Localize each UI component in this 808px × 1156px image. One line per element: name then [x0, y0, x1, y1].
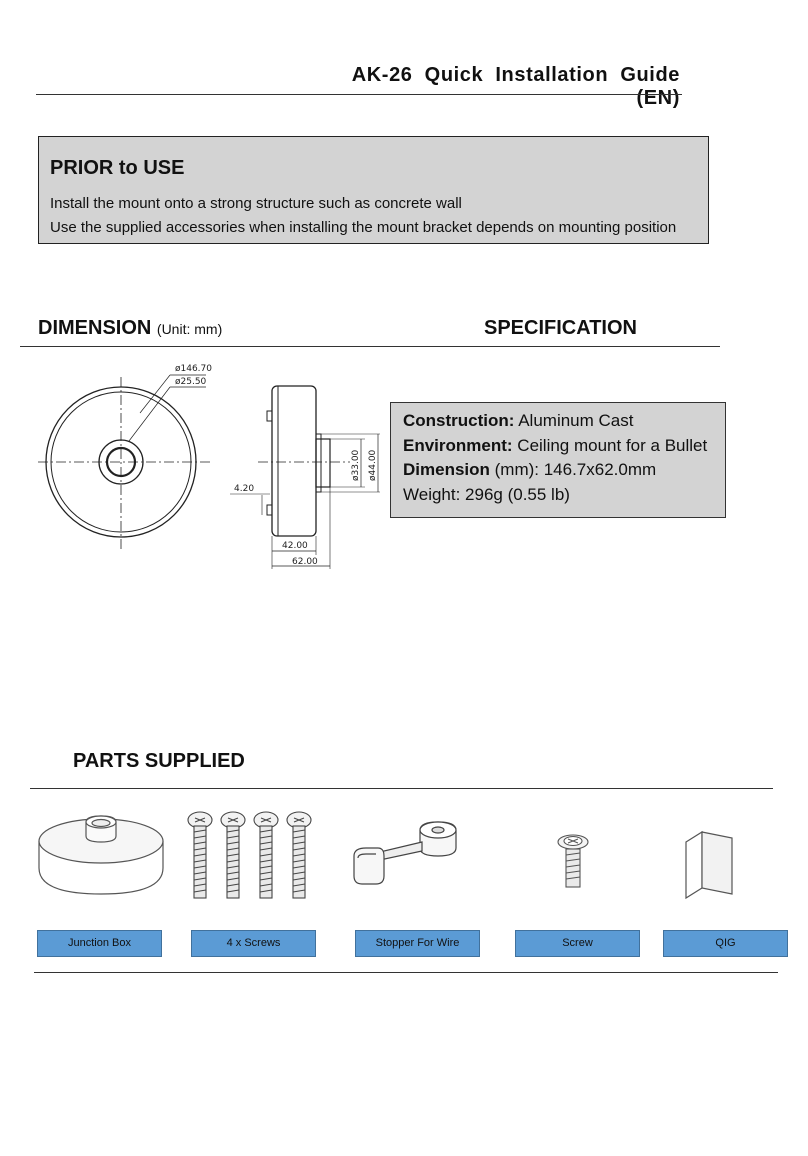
- prior-line-1: Install the mount onto a strong structure such as concrete wall: [50, 195, 462, 212]
- spec-value: Weight: 296g (0.55 lb): [403, 484, 570, 504]
- label-d33: ø33.00: [351, 449, 361, 481]
- prior-line-2: Use the supplied accessories when installing the mount bracket depends on mounting position: [50, 219, 677, 236]
- label-d44: ø44.00: [368, 449, 378, 481]
- dimension-heading-text: DIMENSION: [38, 317, 152, 339]
- document-title: AK-26 Quick Installation Guide (EN): [351, 64, 680, 109]
- spec-key: Construction:: [403, 411, 515, 430]
- dimension-drawing: [30, 355, 380, 580]
- side-view-boss: [316, 439, 330, 487]
- label-inner-diameter: ø25.50: [175, 377, 207, 387]
- spec-value: Aluminum Cast: [514, 411, 634, 430]
- parts-bottom-divider: [34, 972, 778, 973]
- part-label-screw: Screw: [515, 930, 640, 957]
- spec-row-weight: [403, 483, 725, 508]
- specification-panel: [390, 402, 726, 518]
- side-view-boss-lip: [316, 434, 321, 492]
- spec-value: Ceiling mount for a Bullet: [512, 435, 708, 455]
- specification-heading: SPECIFICATION: [484, 317, 637, 339]
- part-label-qig: QIG: [663, 930, 788, 957]
- part-label-junction-box: Junction Box: [37, 930, 162, 957]
- label-offset: 4.20: [234, 484, 255, 494]
- label-depth-42: 42.00: [282, 541, 308, 551]
- parts-top-divider: [30, 788, 773, 789]
- spec-row-construction: [403, 409, 725, 434]
- spec-key: Environment:: [403, 435, 513, 455]
- part-label-stopper-for-wire: Stopper For Wire: [355, 930, 480, 957]
- junction-box-icon: [36, 808, 166, 898]
- side-view-tab-bottom: [267, 505, 272, 515]
- label-outer-diameter: ø146.70: [175, 364, 212, 374]
- section-divider: [20, 346, 720, 347]
- side-view-body: [272, 386, 316, 536]
- spec-row-environment: [403, 434, 725, 459]
- dimension-heading: [38, 317, 222, 340]
- parts-heading: PARTS SUPPLIED: [73, 750, 245, 772]
- part-label-4-screws: 4 x Screws: [191, 930, 316, 957]
- screws-icon: [183, 808, 318, 903]
- label-depth-62: 62.00: [292, 557, 318, 567]
- spec-row-dimension: [403, 458, 725, 483]
- wire-stopper-icon: [350, 818, 480, 898]
- prior-heading: PRIOR to USE: [50, 157, 185, 179]
- spec-key: Dimension: [403, 460, 490, 479]
- prior-to-use-panel: [38, 136, 709, 244]
- side-view-tab-top: [267, 411, 272, 421]
- screw-icon: [553, 832, 593, 892]
- spec-value: (mm): 146.7x62.0mm: [489, 460, 657, 479]
- booklet-icon: [680, 828, 740, 903]
- dimension-unit: (Unit: mm): [156, 321, 223, 337]
- title-divider: [36, 94, 682, 95]
